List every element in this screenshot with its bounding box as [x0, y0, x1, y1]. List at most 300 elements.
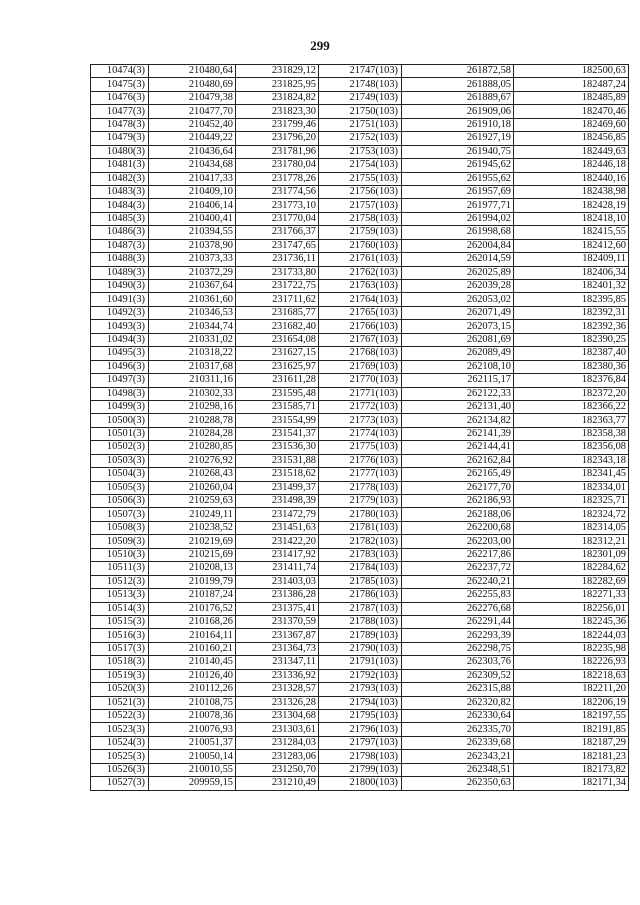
cell-x-coord-a: 210288,78	[149, 414, 236, 427]
cell-point-id-b: 21780(103)	[319, 508, 402, 521]
table-row	[91, 548, 629, 561]
cell-y-coord-b: 182324,72	[514, 508, 629, 521]
cell-x-coord-a: 210298,16	[149, 400, 236, 413]
cell-y-coord-b: 182380,36	[514, 360, 629, 373]
cell-y-coord-a: 231825,95	[236, 78, 319, 91]
cell-y-coord-b: 182356,08	[514, 441, 629, 454]
table-row	[91, 710, 629, 723]
cell-x-coord-a: 210010,55	[149, 763, 236, 776]
cell-y-coord-a: 231451,63	[236, 521, 319, 534]
cell-y-coord-b: 182392,31	[514, 306, 629, 319]
cell-point-id-b: 21773(103)	[319, 414, 402, 427]
cell-point-id-b: 21796(103)	[319, 723, 402, 736]
table-row	[91, 78, 629, 91]
cell-point-id-a: 10515(3)	[91, 615, 149, 628]
cell-y-coord-b: 182206,19	[514, 696, 629, 709]
cell-y-coord-a: 231766,37	[236, 226, 319, 239]
cell-x-coord-a: 210373,33	[149, 253, 236, 266]
cell-point-id-b: 21758(103)	[319, 212, 402, 225]
cell-x-coord-b: 261888,05	[402, 78, 514, 91]
cell-x-coord-a: 210108,75	[149, 696, 236, 709]
cell-x-coord-a: 210317,68	[149, 360, 236, 373]
cell-y-coord-b: 182412,60	[514, 239, 629, 252]
cell-point-id-a: 10518(3)	[91, 656, 149, 669]
table-row	[91, 615, 629, 628]
cell-point-id-a: 10501(3)	[91, 427, 149, 440]
cell-x-coord-a: 210480,64	[149, 65, 236, 78]
table-row	[91, 750, 629, 763]
cell-y-coord-a: 231747,65	[236, 239, 319, 252]
cell-y-coord-a: 231422,20	[236, 535, 319, 548]
cell-x-coord-a: 210268,43	[149, 468, 236, 481]
cell-y-coord-a: 231733,80	[236, 266, 319, 279]
cell-x-coord-a: 210284,28	[149, 427, 236, 440]
cell-x-coord-a: 210259,63	[149, 495, 236, 508]
table-row	[91, 535, 629, 548]
cell-point-id-a: 10500(3)	[91, 414, 149, 427]
cell-y-coord-a: 231541,37	[236, 427, 319, 440]
cell-point-id-b: 21776(103)	[319, 454, 402, 467]
cell-x-coord-b: 262071,49	[402, 306, 514, 319]
cell-x-coord-a: 210076,93	[149, 723, 236, 736]
cell-point-id-a: 10482(3)	[91, 172, 149, 185]
cell-point-id-b: 21777(103)	[319, 468, 402, 481]
cell-x-coord-b: 262073,15	[402, 320, 514, 333]
cell-point-id-b: 21749(103)	[319, 91, 402, 104]
cell-point-id-a: 10492(3)	[91, 306, 149, 319]
cell-y-coord-a: 231780,04	[236, 159, 319, 172]
cell-x-coord-b: 262162,84	[402, 454, 514, 467]
cell-point-id-b: 21781(103)	[319, 521, 402, 534]
cell-x-coord-a: 210238,52	[149, 521, 236, 534]
cell-y-coord-a: 231375,41	[236, 602, 319, 615]
cell-point-id-b: 21791(103)	[319, 656, 402, 669]
cell-point-id-a: 10524(3)	[91, 736, 149, 749]
cell-y-coord-b: 182401,32	[514, 280, 629, 293]
cell-x-coord-b: 262276,68	[402, 602, 514, 615]
cell-y-coord-a: 231682,40	[236, 320, 319, 333]
table-row	[91, 468, 629, 481]
cell-y-coord-a: 231210,49	[236, 777, 319, 790]
cell-point-id-b: 21766(103)	[319, 320, 402, 333]
cell-point-id-b: 21750(103)	[319, 105, 402, 118]
cell-x-coord-a: 210199,79	[149, 575, 236, 588]
cell-y-coord-b: 182366,22	[514, 400, 629, 413]
cell-y-coord-b: 182334,01	[514, 481, 629, 494]
cell-y-coord-a: 231595,48	[236, 387, 319, 400]
cell-x-coord-a: 210417,33	[149, 172, 236, 185]
cell-point-id-a: 10480(3)	[91, 145, 149, 158]
cell-x-coord-a: 210378,90	[149, 239, 236, 252]
table-row	[91, 226, 629, 239]
cell-x-coord-a: 210260,04	[149, 481, 236, 494]
table-row	[91, 320, 629, 333]
table-row	[91, 293, 629, 306]
table-row	[91, 656, 629, 669]
cell-point-id-b: 21784(103)	[319, 562, 402, 575]
cell-point-id-b: 21783(103)	[319, 548, 402, 561]
cell-x-coord-a: 210126,40	[149, 669, 236, 682]
cell-point-id-a: 10516(3)	[91, 629, 149, 642]
cell-y-coord-a: 231774,56	[236, 185, 319, 198]
cell-x-coord-a: 210187,24	[149, 589, 236, 602]
cell-x-coord-a: 210434,68	[149, 159, 236, 172]
cell-y-coord-b: 182395,85	[514, 293, 629, 306]
cell-x-coord-b: 261998,68	[402, 226, 514, 239]
cell-y-coord-b: 182446,18	[514, 159, 629, 172]
cell-x-coord-b: 262335,70	[402, 723, 514, 736]
cell-y-coord-b: 182390,25	[514, 333, 629, 346]
cell-y-coord-a: 231625,97	[236, 360, 319, 373]
cell-x-coord-a: 210331,02	[149, 333, 236, 346]
cell-x-coord-a: 210406,14	[149, 199, 236, 212]
cell-point-id-b: 21748(103)	[319, 78, 402, 91]
cell-x-coord-a: 210361,60	[149, 293, 236, 306]
cell-y-coord-a: 231554,99	[236, 414, 319, 427]
cell-y-coord-a: 231326,28	[236, 696, 319, 709]
cell-x-coord-b: 261940,75	[402, 145, 514, 158]
cell-point-id-a: 10478(3)	[91, 118, 149, 131]
cell-y-coord-b: 182226,93	[514, 656, 629, 669]
cell-point-id-b: 21775(103)	[319, 441, 402, 454]
cell-x-coord-b: 261955,62	[402, 172, 514, 185]
cell-x-coord-a: 210140,45	[149, 656, 236, 669]
cell-point-id-a: 10514(3)	[91, 602, 149, 615]
cell-x-coord-a: 210372,29	[149, 266, 236, 279]
cell-point-id-a: 10493(3)	[91, 320, 149, 333]
table-row	[91, 683, 629, 696]
cell-y-coord-b: 182358,38	[514, 427, 629, 440]
cell-x-coord-a: 210176,52	[149, 602, 236, 615]
cell-point-id-b: 21785(103)	[319, 575, 402, 588]
cell-y-coord-a: 231770,04	[236, 212, 319, 225]
cell-y-coord-a: 231685,77	[236, 306, 319, 319]
cell-point-id-a: 10479(3)	[91, 132, 149, 145]
table-row	[91, 132, 629, 145]
cell-point-id-b: 21788(103)	[319, 615, 402, 628]
cell-point-id-b: 21760(103)	[319, 239, 402, 252]
cell-x-coord-b: 262177,70	[402, 481, 514, 494]
cell-point-id-a: 10508(3)	[91, 521, 149, 534]
cell-x-coord-b: 262348,51	[402, 763, 514, 776]
cell-y-coord-b: 182343,18	[514, 454, 629, 467]
cell-x-coord-a: 210164,11	[149, 629, 236, 642]
cell-point-id-b: 21797(103)	[319, 736, 402, 749]
cell-x-coord-b: 262165,49	[402, 468, 514, 481]
cell-point-id-b: 21763(103)	[319, 280, 402, 293]
cell-y-coord-a: 231386,28	[236, 589, 319, 602]
cell-y-coord-b: 182428,19	[514, 199, 629, 212]
cell-x-coord-a: 210112,26	[149, 683, 236, 696]
cell-point-id-a: 10486(3)	[91, 226, 149, 239]
cell-x-coord-b: 261994,02	[402, 212, 514, 225]
cell-y-coord-b: 182218,63	[514, 669, 629, 682]
cell-point-id-b: 21769(103)	[319, 360, 402, 373]
cell-y-coord-a: 231536,30	[236, 441, 319, 454]
cell-y-coord-b: 182235,98	[514, 642, 629, 655]
cell-point-id-a: 10517(3)	[91, 642, 149, 655]
cell-point-id-b: 21770(103)	[319, 374, 402, 387]
cell-x-coord-b: 262053,02	[402, 293, 514, 306]
cell-point-id-a: 10502(3)	[91, 441, 149, 454]
cell-y-coord-b: 182191,85	[514, 723, 629, 736]
cell-x-coord-b: 262255,83	[402, 589, 514, 602]
table-row	[91, 400, 629, 413]
cell-point-id-a: 10513(3)	[91, 589, 149, 602]
cell-y-coord-b: 182409,11	[514, 253, 629, 266]
cell-point-id-a: 10511(3)	[91, 562, 149, 575]
cell-y-coord-a: 231518,62	[236, 468, 319, 481]
cell-x-coord-a: 210311,16	[149, 374, 236, 387]
cell-point-id-b: 21755(103)	[319, 172, 402, 185]
cell-point-id-a: 10510(3)	[91, 548, 149, 561]
table-row	[91, 306, 629, 319]
cell-point-id-a: 10494(3)	[91, 333, 149, 346]
cell-x-coord-b: 262134,82	[402, 414, 514, 427]
cell-point-id-a: 10509(3)	[91, 535, 149, 548]
cell-x-coord-b: 262309,52	[402, 669, 514, 682]
cell-y-coord-b: 182440,16	[514, 172, 629, 185]
cell-x-coord-a: 210346,53	[149, 306, 236, 319]
cell-x-coord-a: 210051,37	[149, 736, 236, 749]
cell-point-id-a: 10521(3)	[91, 696, 149, 709]
cell-point-id-b: 21792(103)	[319, 669, 402, 682]
cell-x-coord-a: 210160,21	[149, 642, 236, 655]
cell-x-coord-a: 210219,69	[149, 535, 236, 548]
cell-point-id-a: 10527(3)	[91, 777, 149, 790]
cell-x-coord-b: 262025,89	[402, 266, 514, 279]
cell-x-coord-a: 210394,55	[149, 226, 236, 239]
cell-point-id-b: 21793(103)	[319, 683, 402, 696]
cell-point-id-b: 21759(103)	[319, 226, 402, 239]
table-row	[91, 91, 629, 104]
cell-y-coord-b: 182487,24	[514, 78, 629, 91]
cell-point-id-a: 10504(3)	[91, 468, 149, 481]
cell-x-coord-b: 262315,88	[402, 683, 514, 696]
cell-y-coord-a: 231773,10	[236, 199, 319, 212]
cell-point-id-b: 21767(103)	[319, 333, 402, 346]
cell-point-id-b: 21754(103)	[319, 159, 402, 172]
cell-y-coord-a: 231336,92	[236, 669, 319, 682]
table-row	[91, 172, 629, 185]
cell-y-coord-b: 182271,33	[514, 589, 629, 602]
cell-x-coord-a: 210452,40	[149, 118, 236, 131]
table-row	[91, 374, 629, 387]
cell-x-coord-a: 210050,14	[149, 750, 236, 763]
cell-point-id-a: 10507(3)	[91, 508, 149, 521]
cell-y-coord-b: 182470,46	[514, 105, 629, 118]
table-row	[91, 387, 629, 400]
table-row	[91, 118, 629, 131]
cell-y-coord-b: 182392,36	[514, 320, 629, 333]
cell-x-coord-b: 262330,64	[402, 710, 514, 723]
table-row	[91, 589, 629, 602]
cell-y-coord-a: 231722,75	[236, 280, 319, 293]
cell-point-id-b: 21762(103)	[319, 266, 402, 279]
cell-x-coord-b: 262115,17	[402, 374, 514, 387]
cell-point-id-b: 21756(103)	[319, 185, 402, 198]
table-row	[91, 642, 629, 655]
cell-x-coord-a: 210276,92	[149, 454, 236, 467]
cell-y-coord-b: 182485,89	[514, 91, 629, 104]
cell-point-id-a: 10481(3)	[91, 159, 149, 172]
cell-x-coord-a: 210449,22	[149, 132, 236, 145]
cell-y-coord-a: 231370,59	[236, 615, 319, 628]
cell-point-id-b: 21795(103)	[319, 710, 402, 723]
cell-point-id-a: 10497(3)	[91, 374, 149, 387]
cell-point-id-a: 10495(3)	[91, 347, 149, 360]
cell-point-id-b: 21761(103)	[319, 253, 402, 266]
table-row	[91, 360, 629, 373]
cell-y-coord-a: 231364,73	[236, 642, 319, 655]
cell-point-id-b: 21768(103)	[319, 347, 402, 360]
cell-x-coord-b: 261977,71	[402, 199, 514, 212]
table-row	[91, 629, 629, 642]
table-row	[91, 454, 629, 467]
table-row	[91, 105, 629, 118]
table-row	[91, 508, 629, 521]
cell-point-id-b: 21765(103)	[319, 306, 402, 319]
cell-point-id-b: 21790(103)	[319, 642, 402, 655]
cell-y-coord-a: 231829,12	[236, 65, 319, 78]
cell-point-id-a: 10522(3)	[91, 710, 149, 723]
cell-y-coord-a: 231417,92	[236, 548, 319, 561]
cell-point-id-a: 10487(3)	[91, 239, 149, 252]
cell-point-id-a: 10525(3)	[91, 750, 149, 763]
table-row	[91, 602, 629, 615]
cell-x-coord-a: 210436,64	[149, 145, 236, 158]
cell-y-coord-a: 231284,03	[236, 736, 319, 749]
cell-point-id-b: 21771(103)	[319, 387, 402, 400]
cell-x-coord-b: 261872,58	[402, 65, 514, 78]
table-row	[91, 266, 629, 279]
cell-point-id-a: 10484(3)	[91, 199, 149, 212]
cell-point-id-a: 10520(3)	[91, 683, 149, 696]
cell-y-coord-b: 182244,03	[514, 629, 629, 642]
cell-x-coord-a: 210367,64	[149, 280, 236, 293]
cell-x-coord-a: 210249,11	[149, 508, 236, 521]
table-row	[91, 723, 629, 736]
cell-y-coord-b: 182376,84	[514, 374, 629, 387]
cell-y-coord-a: 231799,46	[236, 118, 319, 131]
cell-point-id-b: 21800(103)	[319, 777, 402, 790]
table-row	[91, 669, 629, 682]
table-row	[91, 65, 629, 78]
cell-x-coord-b: 262293,39	[402, 629, 514, 642]
cell-y-coord-a: 231403,03	[236, 575, 319, 588]
cell-x-coord-b: 262237,72	[402, 562, 514, 575]
cell-x-coord-a: 210302,33	[149, 387, 236, 400]
cell-point-id-a: 10488(3)	[91, 253, 149, 266]
cell-y-coord-b: 182314,05	[514, 521, 629, 534]
cell-point-id-a: 10474(3)	[91, 65, 149, 78]
cell-y-coord-a: 231304,68	[236, 710, 319, 723]
cell-y-coord-a: 231531,88	[236, 454, 319, 467]
table-row	[91, 427, 629, 440]
cell-y-coord-a: 231498,39	[236, 495, 319, 508]
cell-point-id-a: 10523(3)	[91, 723, 149, 736]
cell-x-coord-b: 262298,75	[402, 642, 514, 655]
table-row	[91, 212, 629, 225]
cell-point-id-b: 21757(103)	[319, 199, 402, 212]
cell-y-coord-a: 231654,08	[236, 333, 319, 346]
table-row	[91, 562, 629, 575]
cell-x-coord-a: 210400,41	[149, 212, 236, 225]
table-row	[91, 696, 629, 709]
cell-x-coord-b: 262303,76	[402, 656, 514, 669]
cell-x-coord-b: 262122,33	[402, 387, 514, 400]
cell-point-id-a: 10519(3)	[91, 669, 149, 682]
cell-point-id-a: 10496(3)	[91, 360, 149, 373]
cell-point-id-b: 21789(103)	[319, 629, 402, 642]
table-row	[91, 253, 629, 266]
cell-point-id-b: 21774(103)	[319, 427, 402, 440]
cell-point-id-a: 10503(3)	[91, 454, 149, 467]
cell-point-id-a: 10505(3)	[91, 481, 149, 494]
table-row	[91, 495, 629, 508]
cell-point-id-b: 21786(103)	[319, 589, 402, 602]
cell-y-coord-b: 182256,01	[514, 602, 629, 615]
cell-y-coord-a: 231778,26	[236, 172, 319, 185]
cell-y-coord-b: 182245,36	[514, 615, 629, 628]
cell-y-coord-b: 182469,60	[514, 118, 629, 131]
cell-x-coord-a: 210344,74	[149, 320, 236, 333]
cell-x-coord-b: 262186,93	[402, 495, 514, 508]
cell-x-coord-a: 210208,13	[149, 562, 236, 575]
cell-y-coord-b: 182415,55	[514, 226, 629, 239]
cell-y-coord-b: 182187,29	[514, 736, 629, 749]
table-row	[91, 185, 629, 198]
cell-x-coord-b: 262320,82	[402, 696, 514, 709]
cell-point-id-b: 21772(103)	[319, 400, 402, 413]
cell-x-coord-b: 262350,63	[402, 777, 514, 790]
cell-point-id-a: 10526(3)	[91, 763, 149, 776]
cell-point-id-a: 10475(3)	[91, 78, 149, 91]
cell-y-coord-b: 182456,85	[514, 132, 629, 145]
cell-y-coord-b: 182387,40	[514, 347, 629, 360]
page-number: 299	[310, 38, 330, 53]
table-row	[91, 145, 629, 158]
cell-x-coord-b: 262108,10	[402, 360, 514, 373]
cell-y-coord-a: 231250,70	[236, 763, 319, 776]
cell-x-coord-b: 262217,86	[402, 548, 514, 561]
cell-y-coord-a: 231796,20	[236, 132, 319, 145]
cell-y-coord-b: 182438,98	[514, 185, 629, 198]
cell-x-coord-b: 262343,21	[402, 750, 514, 763]
table-row	[91, 333, 629, 346]
cell-point-id-a: 10483(3)	[91, 185, 149, 198]
table-row	[91, 414, 629, 427]
cell-x-coord-b: 262339,68	[402, 736, 514, 749]
cell-point-id-b: 21753(103)	[319, 145, 402, 158]
cell-y-coord-a: 231824,82	[236, 91, 319, 104]
cell-y-coord-b: 182312,21	[514, 535, 629, 548]
cell-y-coord-a: 231367,87	[236, 629, 319, 642]
cell-x-coord-b: 262014,59	[402, 253, 514, 266]
cell-y-coord-b: 182325,71	[514, 495, 629, 508]
cell-x-coord-b: 261889,67	[402, 91, 514, 104]
cell-y-coord-a: 231347,11	[236, 656, 319, 669]
cell-x-coord-a: 210215,69	[149, 548, 236, 561]
cell-x-coord-a: 210479,38	[149, 91, 236, 104]
cell-y-coord-a: 231472,79	[236, 508, 319, 521]
cell-x-coord-b: 262240,21	[402, 575, 514, 588]
table-row	[91, 159, 629, 172]
cell-y-coord-a: 231411,74	[236, 562, 319, 575]
cell-point-id-b: 21764(103)	[319, 293, 402, 306]
cell-point-id-b: 21782(103)	[319, 535, 402, 548]
table-row	[91, 521, 629, 534]
